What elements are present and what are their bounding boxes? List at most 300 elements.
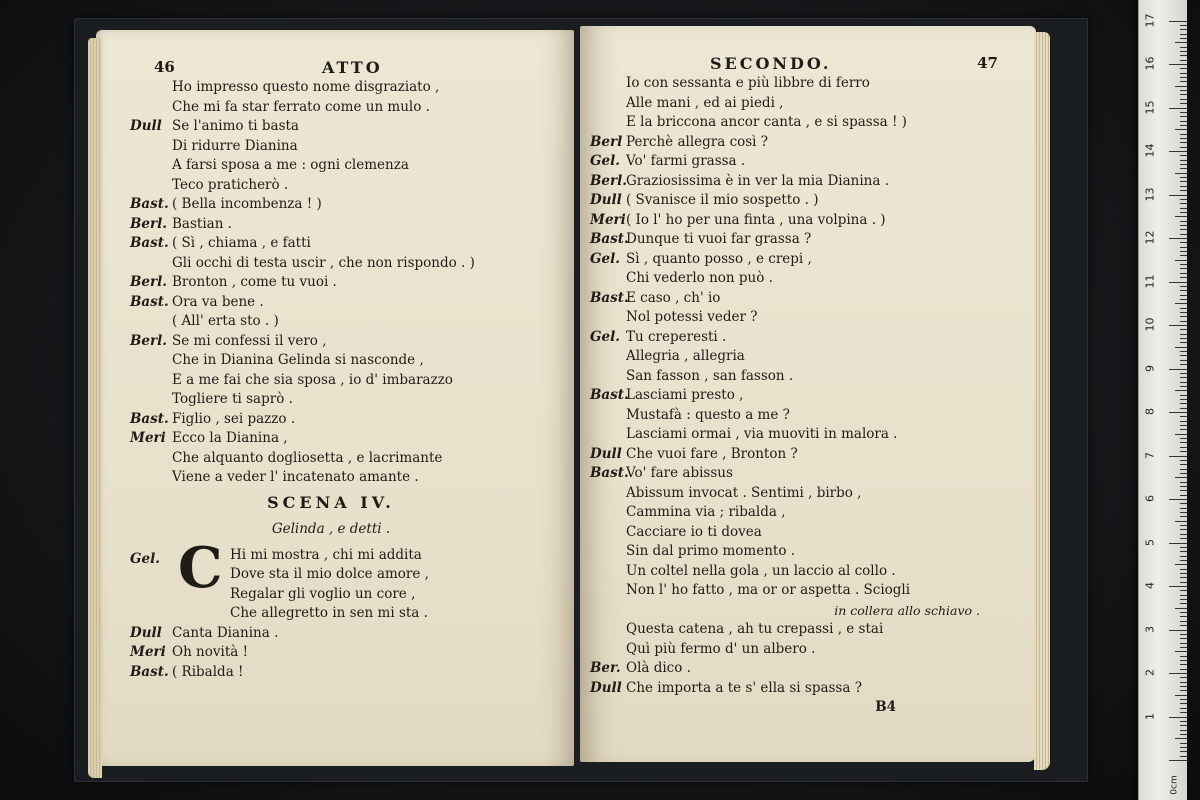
ruler-tick xyxy=(1180,199,1187,200)
ruler-tick xyxy=(1180,81,1187,82)
ruler-tick xyxy=(1180,360,1187,361)
verse-line xyxy=(172,468,550,488)
ruler-tick xyxy=(1180,699,1187,700)
verse-text: Che in Dianina Gelinda si nasconde , xyxy=(172,352,424,368)
ruler-number: 5 xyxy=(1143,538,1157,546)
ruler-tick xyxy=(1180,464,1187,465)
ruler-tick xyxy=(1180,516,1187,517)
verse-line xyxy=(130,643,550,663)
ruler-number: 3 xyxy=(1143,625,1157,633)
left-page-number: 46 xyxy=(154,58,175,76)
verse-line xyxy=(172,449,550,469)
aria-line: Che allegretto in sen mi sta . xyxy=(230,605,428,621)
ruler-tick xyxy=(1175,390,1187,391)
ruler-tick xyxy=(1180,582,1187,583)
verse-line xyxy=(172,390,550,410)
speaker-name: Berl. xyxy=(130,332,167,349)
ruler-tick xyxy=(1180,73,1187,74)
ruler-tick xyxy=(1180,351,1187,352)
verse-line xyxy=(590,386,1016,406)
ruler-tick xyxy=(1180,621,1187,622)
ruler-tick xyxy=(1180,164,1187,165)
verse-text: E a me fai che sia sposa , io d' imbarazzo xyxy=(172,371,453,388)
ruler-tick xyxy=(1180,421,1187,422)
speaker-name: Bast. xyxy=(130,410,169,427)
ruler-tick xyxy=(1180,138,1187,139)
verse-text: Io con sessanta e più libbre di ferro xyxy=(626,75,870,91)
verse-line xyxy=(172,254,550,274)
ruler-tick xyxy=(1169,21,1187,22)
aria-line: Regalar gli voglio un core , xyxy=(230,585,416,602)
verse-line xyxy=(130,195,550,215)
ruler-tick xyxy=(1180,616,1187,617)
ruler-tick xyxy=(1180,334,1187,335)
drop-cap-letter: C xyxy=(178,534,223,601)
left-tail-lines xyxy=(130,624,550,683)
ruler-tick xyxy=(1180,743,1187,744)
ruler-tick xyxy=(1180,721,1187,722)
ruler-tick xyxy=(1180,134,1187,135)
ruler-tick xyxy=(1180,682,1187,683)
ruler-tick xyxy=(1180,116,1187,117)
verse-text: Tu creperesti . xyxy=(626,328,727,345)
ruler-tick xyxy=(1175,564,1187,565)
left-running-title: ATTO xyxy=(322,58,383,77)
ruler-tick xyxy=(1180,547,1187,548)
ruler-tick xyxy=(1180,495,1187,496)
ruler-number: 12 xyxy=(1143,230,1157,245)
verse-line xyxy=(590,230,1016,250)
ruler-tick xyxy=(1180,208,1187,209)
ruler-tick xyxy=(1180,94,1187,95)
ruler-tick xyxy=(1180,660,1187,661)
ruler-tick xyxy=(1175,608,1187,609)
ruler-tick xyxy=(1175,695,1187,696)
verse-line xyxy=(590,328,1016,348)
ruler-number: 13 xyxy=(1143,187,1157,201)
catchword: B4 xyxy=(875,699,896,715)
ruler-tick xyxy=(1180,573,1187,574)
scene-heading: SCENA IV. xyxy=(267,492,395,512)
ruler-tick xyxy=(1180,525,1187,526)
ruler-tick xyxy=(1180,377,1187,378)
speaker-name: Dull xyxy=(590,445,622,462)
ruler-tick xyxy=(1180,251,1187,252)
ruler-tick xyxy=(1180,512,1187,513)
verse-line xyxy=(590,659,1016,679)
speaker-name: Ber. xyxy=(590,660,621,676)
verse-text: San fasson , san fasson . xyxy=(626,367,794,384)
ruler-tick xyxy=(1180,247,1187,248)
speaker-name: Berl. xyxy=(130,215,167,232)
ruler-tick xyxy=(1180,677,1187,678)
ruler-tick xyxy=(1175,129,1187,130)
ruler-tick xyxy=(1180,708,1187,709)
verse-text: Canta Dianina . xyxy=(172,624,279,641)
ruler-tick xyxy=(1180,47,1187,48)
verse-line xyxy=(172,176,550,196)
ruler-tick xyxy=(1180,725,1187,726)
ruler-tick xyxy=(1180,373,1187,374)
ruler-tick xyxy=(1180,55,1187,56)
ruler-tick xyxy=(1180,534,1187,535)
ruler-tick xyxy=(1175,477,1187,478)
ruler-number: 8 xyxy=(1143,408,1157,415)
verse-line xyxy=(626,74,1016,94)
ruler-tick xyxy=(1180,625,1187,626)
ruler-tick xyxy=(1180,686,1187,687)
ruler-tick xyxy=(1175,521,1187,522)
ruler-tick xyxy=(1175,173,1187,174)
verse-text: Che alquanto dogliosetta , e lacrimante xyxy=(172,449,443,466)
verse-line xyxy=(590,679,1016,699)
speaker-name: Dull xyxy=(130,118,162,134)
ruler-tick xyxy=(1180,643,1187,644)
ruler-tick xyxy=(1180,299,1187,300)
ruler-tick xyxy=(1180,268,1187,269)
ruler-tick xyxy=(1180,595,1187,596)
ruler-tick xyxy=(1180,364,1187,365)
verse-text: Allegria , allegria xyxy=(626,348,745,364)
speaker-name: Bast. xyxy=(130,235,169,251)
ruler-tick xyxy=(1180,329,1187,330)
ruler-tick xyxy=(1180,125,1187,126)
ruler-tick xyxy=(1180,730,1187,731)
ruler-tick xyxy=(1180,316,1187,317)
ruler-tick xyxy=(1180,603,1187,604)
verse-line xyxy=(130,663,550,683)
verse-text: Ecco la Dianina , xyxy=(172,430,288,446)
verse-line xyxy=(590,133,1016,153)
ruler-tick xyxy=(1180,751,1187,752)
ruler-tick xyxy=(1180,382,1187,383)
verse-line xyxy=(626,581,1016,601)
verse-line xyxy=(590,211,1016,231)
verse-text: Viene a veder l' incatenato amante . xyxy=(172,469,419,485)
speaker-name: Gel. xyxy=(590,153,620,169)
ruler-tick xyxy=(1180,308,1187,309)
verse-line xyxy=(130,293,550,313)
ruler-tick xyxy=(1180,408,1187,409)
verse-text: Se l'animo ti basta xyxy=(172,118,299,134)
ruler-tick xyxy=(1169,195,1187,196)
ruler-tick xyxy=(1180,181,1187,182)
ruler-tick xyxy=(1180,538,1187,539)
ruler-number: 9 xyxy=(1143,364,1157,372)
ruler-tick xyxy=(1180,234,1187,235)
verse-line xyxy=(172,371,550,391)
ruler-tick xyxy=(1180,442,1187,443)
ruler-tick xyxy=(1180,703,1187,704)
ruler-tick xyxy=(1175,303,1187,304)
verse-text: Vo' farmi grassa . xyxy=(626,153,746,169)
ruler-tick xyxy=(1169,586,1187,587)
ruler-tick xyxy=(1169,673,1187,674)
verse-text: Che importa a te s' ella si spassa ? xyxy=(626,679,862,696)
ruler-tick xyxy=(1175,86,1187,87)
scene-subtitle: Gelinda , e detti . xyxy=(271,520,391,537)
ruler-tick xyxy=(1180,90,1187,91)
verse-line xyxy=(626,523,1016,543)
speaker-name: Dull xyxy=(590,679,622,696)
speaker-name: Bast. xyxy=(130,293,169,310)
ruler-tick xyxy=(1180,155,1187,156)
speaker-name: Bast. xyxy=(130,663,169,680)
ruler-tick xyxy=(1180,277,1187,278)
ruler-tick xyxy=(1180,342,1187,343)
speaker-name: Bast. xyxy=(130,196,169,212)
ruler-tick xyxy=(1169,108,1187,109)
verse-text: Chi vederlo non può . xyxy=(626,270,773,286)
ruler-tick xyxy=(1169,64,1187,65)
verse-text: Cacciare io ti dovea xyxy=(626,523,762,540)
verse-line xyxy=(172,156,550,176)
ruler-tick xyxy=(1180,529,1187,530)
ruler-tick xyxy=(1180,99,1187,100)
ruler-tick xyxy=(1180,634,1187,635)
verse-line xyxy=(172,351,550,371)
ruler-tick xyxy=(1180,399,1187,400)
right-page-header xyxy=(626,54,1016,74)
verse-text: ( Svanisce il mio sospetto . ) xyxy=(626,192,819,208)
ruler-tick xyxy=(1169,369,1187,370)
ruler-tick xyxy=(1180,168,1187,169)
ruler-tick xyxy=(1180,355,1187,356)
ruler-tick xyxy=(1169,630,1187,631)
verse-text: Questa catena , ah tu crepassi , e stai xyxy=(626,621,884,637)
verse-text: Se mi confessi il vero , xyxy=(172,332,327,349)
speaker-name: Berl xyxy=(590,133,623,150)
ruler-number: 7 xyxy=(1143,451,1157,459)
ruler-tick xyxy=(1180,190,1187,191)
ruler-tick xyxy=(1180,612,1187,613)
verse-line xyxy=(626,503,1016,523)
verse-line xyxy=(172,78,550,98)
ruler-tick xyxy=(1169,543,1187,544)
aria-speaker: Gel. xyxy=(130,550,160,567)
verse-line xyxy=(130,410,550,430)
ruler-number: 2 xyxy=(1143,669,1157,676)
ruler-number: 11 xyxy=(1143,274,1157,288)
speaker-name: Berl. xyxy=(130,274,167,290)
verse-text: Abissum invocat . Sentimi , birbo , xyxy=(626,484,862,501)
ruler-tick xyxy=(1175,434,1187,435)
ruler-tick xyxy=(1180,229,1187,230)
ruler-tick xyxy=(1180,473,1187,474)
verse-line xyxy=(626,308,1016,328)
ruler-tick xyxy=(1180,490,1187,491)
ruler-number: 6 xyxy=(1143,495,1157,502)
verse-text: ( All' erta sto . ) xyxy=(172,313,279,329)
ruler-tick xyxy=(1180,255,1187,256)
ruler-tick xyxy=(1180,203,1187,204)
speaker-name: Meri xyxy=(590,211,626,228)
ruler-tick xyxy=(1175,347,1187,348)
verse-line xyxy=(130,624,550,644)
verse-line xyxy=(172,98,550,118)
ruler-tick xyxy=(1180,103,1187,104)
ruler-tick xyxy=(1180,560,1187,561)
ruler-unit: 0cm xyxy=(1169,775,1180,795)
ruler-tick xyxy=(1169,412,1187,413)
verse-line xyxy=(626,542,1016,562)
ruler-tick xyxy=(1180,121,1187,122)
speaker-name: Berl. xyxy=(590,172,627,189)
ruler-tick xyxy=(1175,651,1187,652)
verse-text: Olà dico . xyxy=(626,660,691,676)
ruler-tick xyxy=(1169,456,1187,457)
aria-lines xyxy=(172,546,550,624)
ruler-tick xyxy=(1180,756,1187,757)
ruler-tick xyxy=(1180,599,1187,600)
ruler-tick xyxy=(1180,447,1187,448)
ruler-tick xyxy=(1180,747,1187,748)
verse-text: Bastian . xyxy=(172,215,232,232)
speaker-name: Bast. xyxy=(590,231,629,247)
verse-line xyxy=(130,234,550,254)
ruler-tick xyxy=(1180,51,1187,52)
ruler-tick xyxy=(1180,338,1187,339)
ruler-number: 1 xyxy=(1143,712,1157,720)
right-running-title: SECONDO. xyxy=(710,54,832,73)
ruler-tick xyxy=(1180,290,1187,291)
verse-text: Togliere ti saprò . xyxy=(172,391,293,407)
verse-text: Quì più fermo d' un albero . xyxy=(626,640,816,657)
ruler-tick xyxy=(1180,647,1187,648)
ruler-tick xyxy=(1180,321,1187,322)
ruler-tick xyxy=(1180,186,1187,187)
verse-text: Di ridurre Dianina xyxy=(172,137,298,154)
verse-text: ( Io l' ho per una finta , una volpina . ) xyxy=(626,211,886,228)
speaker-name: Bast. xyxy=(590,387,629,403)
verse-text: Figlio , sei pazzo . xyxy=(172,410,296,427)
ruler-tick xyxy=(1180,638,1187,639)
measuring-ruler xyxy=(1138,0,1187,800)
verse-text: Vo' fare abissus xyxy=(626,465,733,481)
verse-line xyxy=(130,332,550,352)
verse-line xyxy=(626,367,1016,387)
ruler-tick xyxy=(1169,151,1187,152)
aria-block xyxy=(130,534,550,624)
verse-text: Bronton , come tu vuoi . xyxy=(172,274,337,290)
verse-text: Sin dal primo momento . xyxy=(626,543,796,559)
right-verse-lines-after xyxy=(590,620,1016,698)
verse-line xyxy=(626,94,1016,114)
left-verse-lines xyxy=(130,78,550,488)
verse-line xyxy=(130,117,550,137)
ruler-tick xyxy=(1175,216,1187,217)
verse-text: Sì , quanto posso , e crepi , xyxy=(626,250,812,267)
ruler-tick xyxy=(1169,760,1187,761)
verse-line xyxy=(590,250,1016,270)
verse-text: Alle mani , ed ai piedi , xyxy=(626,94,784,111)
ruler-tick xyxy=(1180,451,1187,452)
ruler-tick xyxy=(1180,734,1187,735)
ruler-tick xyxy=(1180,112,1187,113)
ruler-tick xyxy=(1180,60,1187,61)
verse-text: Perchè allegra così ? xyxy=(626,133,769,150)
ruler-tick xyxy=(1180,590,1187,591)
ruler-tick xyxy=(1180,656,1187,657)
verse-text: ( Sì , chiama , e fatti xyxy=(172,235,311,251)
ruler-tick xyxy=(1180,77,1187,78)
ruler-tick xyxy=(1180,221,1187,222)
verse-line xyxy=(130,273,550,293)
verse-line xyxy=(172,137,550,157)
ruler-tick xyxy=(1180,577,1187,578)
verse-text: Lasciami ormai , via muoviti in malora . xyxy=(626,426,898,442)
ruler-tick xyxy=(1180,712,1187,713)
verse-line xyxy=(626,484,1016,504)
verse-text: E la briccona ancor canta , e si spassa ! ) xyxy=(626,114,907,130)
ruler-tick xyxy=(1180,160,1187,161)
ruler-tick xyxy=(1180,425,1187,426)
ruler-tick xyxy=(1180,147,1187,148)
ruler-tick xyxy=(1180,34,1187,35)
ruler-tick xyxy=(1175,260,1187,261)
ruler-tick xyxy=(1169,282,1187,283)
verse-line xyxy=(626,406,1016,426)
verse-text: Che mi fa star ferrato come un mulo . xyxy=(172,98,430,115)
ruler-tick xyxy=(1180,508,1187,509)
aria-line: Hi mi mostra , chi mi addita xyxy=(230,546,422,563)
ruler-tick xyxy=(1180,664,1187,665)
speaker-name: Meri xyxy=(130,644,166,660)
ruler-tick xyxy=(1180,403,1187,404)
ruler-tick xyxy=(1180,68,1187,69)
verse-text: Lasciami presto , xyxy=(626,387,744,403)
verse-text: Mustafà : questo a me ? xyxy=(626,406,790,423)
verse-line xyxy=(130,215,550,235)
ruler-tick xyxy=(1180,312,1187,313)
ruler-tick xyxy=(1180,212,1187,213)
ruler-number: 4 xyxy=(1143,582,1157,589)
speaker-name: Dull xyxy=(590,192,622,208)
speaker-name: Bast. xyxy=(590,289,629,306)
ruler-tick xyxy=(1180,486,1187,487)
ruler-tick xyxy=(1180,225,1187,226)
left-page xyxy=(96,30,574,766)
verse-line xyxy=(590,445,1016,465)
ruler-tick xyxy=(1169,325,1187,326)
speaker-name: Dull xyxy=(130,624,162,641)
ruler-number: 14 xyxy=(1143,143,1157,158)
verse-text: Gli occhi di testa uscir , che non rispondo . ) xyxy=(172,254,475,271)
verse-text: Oh novità ! xyxy=(172,644,249,660)
verse-line xyxy=(590,191,1016,211)
verse-text: Che vuoi fare , Bronton ? xyxy=(626,445,798,462)
verse-line xyxy=(590,289,1016,309)
ruler-tick xyxy=(1180,177,1187,178)
verse-text: Graziosissima è in ver la mia Dianina . xyxy=(626,172,889,189)
verse-text: Ho impresso questo nome disgraziato , xyxy=(172,79,440,95)
verse-line xyxy=(626,640,1016,660)
ruler-tick xyxy=(1180,273,1187,274)
verse-line xyxy=(626,347,1016,367)
verse-text: A farsi sposa a me : ogni clemenza xyxy=(172,157,409,173)
ruler-tick xyxy=(1180,482,1187,483)
verse-text: E caso , ch' io xyxy=(626,289,721,306)
ruler-tick xyxy=(1169,499,1187,500)
ruler-tick xyxy=(1180,469,1187,470)
ruler-tick xyxy=(1180,669,1187,670)
verse-line xyxy=(172,312,550,332)
ruler-tick xyxy=(1180,551,1187,552)
ruler-tick xyxy=(1180,29,1187,30)
right-verse-lines xyxy=(590,74,1016,601)
ruler-tick xyxy=(1180,438,1187,439)
verse-line xyxy=(626,562,1016,582)
